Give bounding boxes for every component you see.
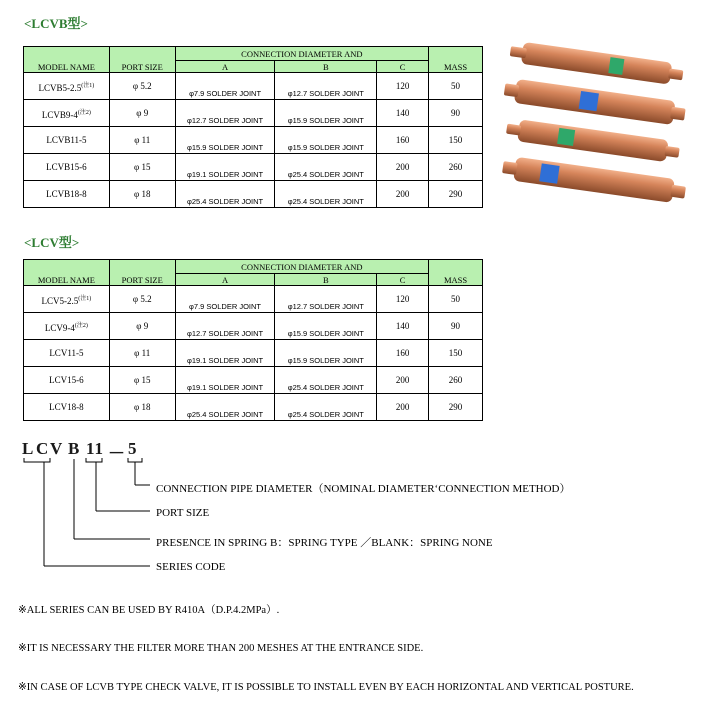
port-cell: φ 11 (109, 340, 175, 367)
port-size-header: PORT SIZE (109, 47, 175, 73)
mass-cell: 90 (429, 100, 483, 127)
table-row (24, 313, 483, 340)
model-cell: LCVB11-5 (24, 127, 110, 154)
connection-pipe-label: CONNECTION PIPE DIAMETER（NOMINAL DIAMETER‘CONNECTION METHOD） (156, 483, 571, 495)
model-cell: $LCVB5-2.5^{(注1)}$ (24, 73, 110, 100)
c-cell: 200 (377, 181, 429, 208)
code-part-port: 11 (86, 439, 105, 458)
col-b-header: B (275, 61, 377, 73)
model-cell: LCV15-6 (24, 367, 110, 394)
mass-header: MASS (429, 260, 483, 286)
mass-cell: 50 (429, 73, 483, 100)
b-cell: φ25.4 SOLDER JOINT (275, 154, 377, 181)
b-cell: φ15.9 SOLDER JOINT (275, 313, 377, 340)
model-name-header: MODEL NAME (24, 47, 110, 73)
a-cell: φ15.9 SOLDER JOINT (175, 127, 275, 154)
b-cell: φ15.9 SOLDER JOINT (275, 340, 377, 367)
mass-cell: 290 (429, 394, 483, 421)
valve-body-4 (501, 155, 687, 204)
code-part-series-c: C (36, 439, 50, 458)
b-cell: φ12.7 SOLDER JOINT (275, 73, 377, 100)
model-name-header: MODEL NAME (24, 260, 110, 286)
lcv-section-title: <LCV型> (24, 235, 80, 250)
valve-body-2 (503, 77, 687, 126)
port-cell: φ 15 (109, 367, 175, 394)
b-cell: φ15.9 SOLDER JOINT (275, 100, 377, 127)
mass-cell: 150 (429, 127, 483, 154)
spring-label: PRESENCE IN SPRING B：SPRING TYPE ／BLANK：SPRING NONE (156, 537, 493, 549)
connection-header: CONNECTION DIAMETER AND (175, 47, 428, 61)
c-cell: 140 (377, 100, 429, 127)
col-c-header: C (377, 61, 429, 73)
code-part-dash: － (108, 444, 126, 463)
port-cell: φ 11 (109, 127, 175, 154)
c-cell: 120 (377, 286, 429, 313)
a-cell: φ19.1 SOLDER JOINT (175, 154, 275, 181)
model-cell: $LCVB9-4^{(注2)}$ (24, 100, 110, 127)
port-size-label: PORT SIZE (156, 507, 210, 519)
a-cell: φ12.7 SOLDER JOINT (175, 100, 275, 127)
c-cell: 160 (377, 340, 429, 367)
c-cell: 200 (377, 154, 429, 181)
mass-cell: 260 (429, 154, 483, 181)
c-cell: 200 (377, 394, 429, 421)
table-row (24, 73, 483, 100)
col-c-header: C (377, 274, 429, 286)
table-row (24, 286, 483, 313)
b-cell: φ25.4 SOLDER JOINT (275, 394, 377, 421)
connection-header: CONNECTION DIAMETER AND (175, 260, 428, 274)
c-cell: 200 (377, 367, 429, 394)
mass-cell: 90 (429, 313, 483, 340)
port-cell: φ 18 (109, 181, 175, 208)
a-cell: φ12.7 SOLDER JOINT (175, 313, 275, 340)
table-row (24, 154, 483, 181)
port-size-header: PORT SIZE (109, 260, 175, 286)
lcv-spec-table (23, 259, 483, 421)
a-cell: φ7.9 SOLDER JOINT (175, 73, 275, 100)
port-cell: φ 5.2 (109, 73, 175, 100)
a-cell: φ19.1 SOLDER JOINT (175, 340, 275, 367)
b-cell: φ12.7 SOLDER JOINT (275, 286, 377, 313)
valve-body-3 (505, 118, 680, 164)
note-posture: ※IN CASE OF LCVB TYPE CHECK VALVE, IT IS POSSIBLE TO INSTALL EVEN BY EACH HORIZONTAL AND VERTICAL POSTURE. (18, 682, 634, 693)
port-cell: φ 9 (109, 100, 175, 127)
model-cell: $LCV5-2.5^{(注1)}$ (24, 286, 110, 313)
port-cell: φ 18 (109, 394, 175, 421)
table-row (24, 100, 483, 127)
mass-cell: 290 (429, 181, 483, 208)
series-code-label: SERIES CODE (156, 561, 226, 573)
mass-header: MASS (429, 47, 483, 73)
check-valve-product-photo (500, 40, 690, 210)
note-r410a: ※ALL SERIES CAN BE USED BY R410A（D.P.4.2MPa）. (18, 605, 280, 616)
table-row (24, 340, 483, 367)
b-cell: φ25.4 SOLDER JOINT (275, 367, 377, 394)
a-cell: φ25.4 SOLDER JOINT (175, 394, 275, 421)
mass-cell: 260 (429, 367, 483, 394)
mass-cell: 150 (429, 340, 483, 367)
model-cell: $LCV9-4^{(注2)}$ (24, 313, 110, 340)
a-cell: φ7.9 SOLDER JOINT (175, 286, 275, 313)
c-cell: 120 (377, 73, 429, 100)
valve-body-1 (509, 40, 684, 86)
model-cell: LCV18-8 (24, 394, 110, 421)
code-part-series-l: L (22, 439, 35, 458)
port-cell: φ 15 (109, 154, 175, 181)
c-cell: 140 (377, 313, 429, 340)
code-part-connection: 5 (128, 439, 138, 458)
col-b-header: B (275, 274, 377, 286)
port-cell: φ 5.2 (109, 286, 175, 313)
code-part-series-v: V (50, 439, 64, 458)
a-cell: φ19.1 SOLDER JOINT (175, 367, 275, 394)
col-a-header: A (175, 61, 275, 73)
table-row (24, 127, 483, 154)
col-a-header: A (175, 274, 275, 286)
code-part-spring: B (68, 439, 81, 458)
model-cell: LCVB15-6 (24, 154, 110, 181)
mass-cell: 50 (429, 286, 483, 313)
b-cell: φ15.9 SOLDER JOINT (275, 127, 377, 154)
lcvb-spec-table (23, 46, 483, 208)
note-filter: ※IT IS NECESSARY THE FILTER MORE THAN 200 MESHES AT THE ENTRANCE SIDE. (18, 643, 424, 654)
port-cell: φ 9 (109, 313, 175, 340)
model-cell: LCV11-5 (24, 340, 110, 367)
a-cell: φ25.4 SOLDER JOINT (175, 181, 275, 208)
b-cell: φ25.4 SOLDER JOINT (275, 181, 377, 208)
table-row (24, 394, 483, 421)
table-row (24, 367, 483, 394)
lcvb-section-title: <LCVB型> (24, 16, 88, 31)
model-cell: LCVB18-8 (24, 181, 110, 208)
c-cell: 160 (377, 127, 429, 154)
table-row (24, 181, 483, 208)
